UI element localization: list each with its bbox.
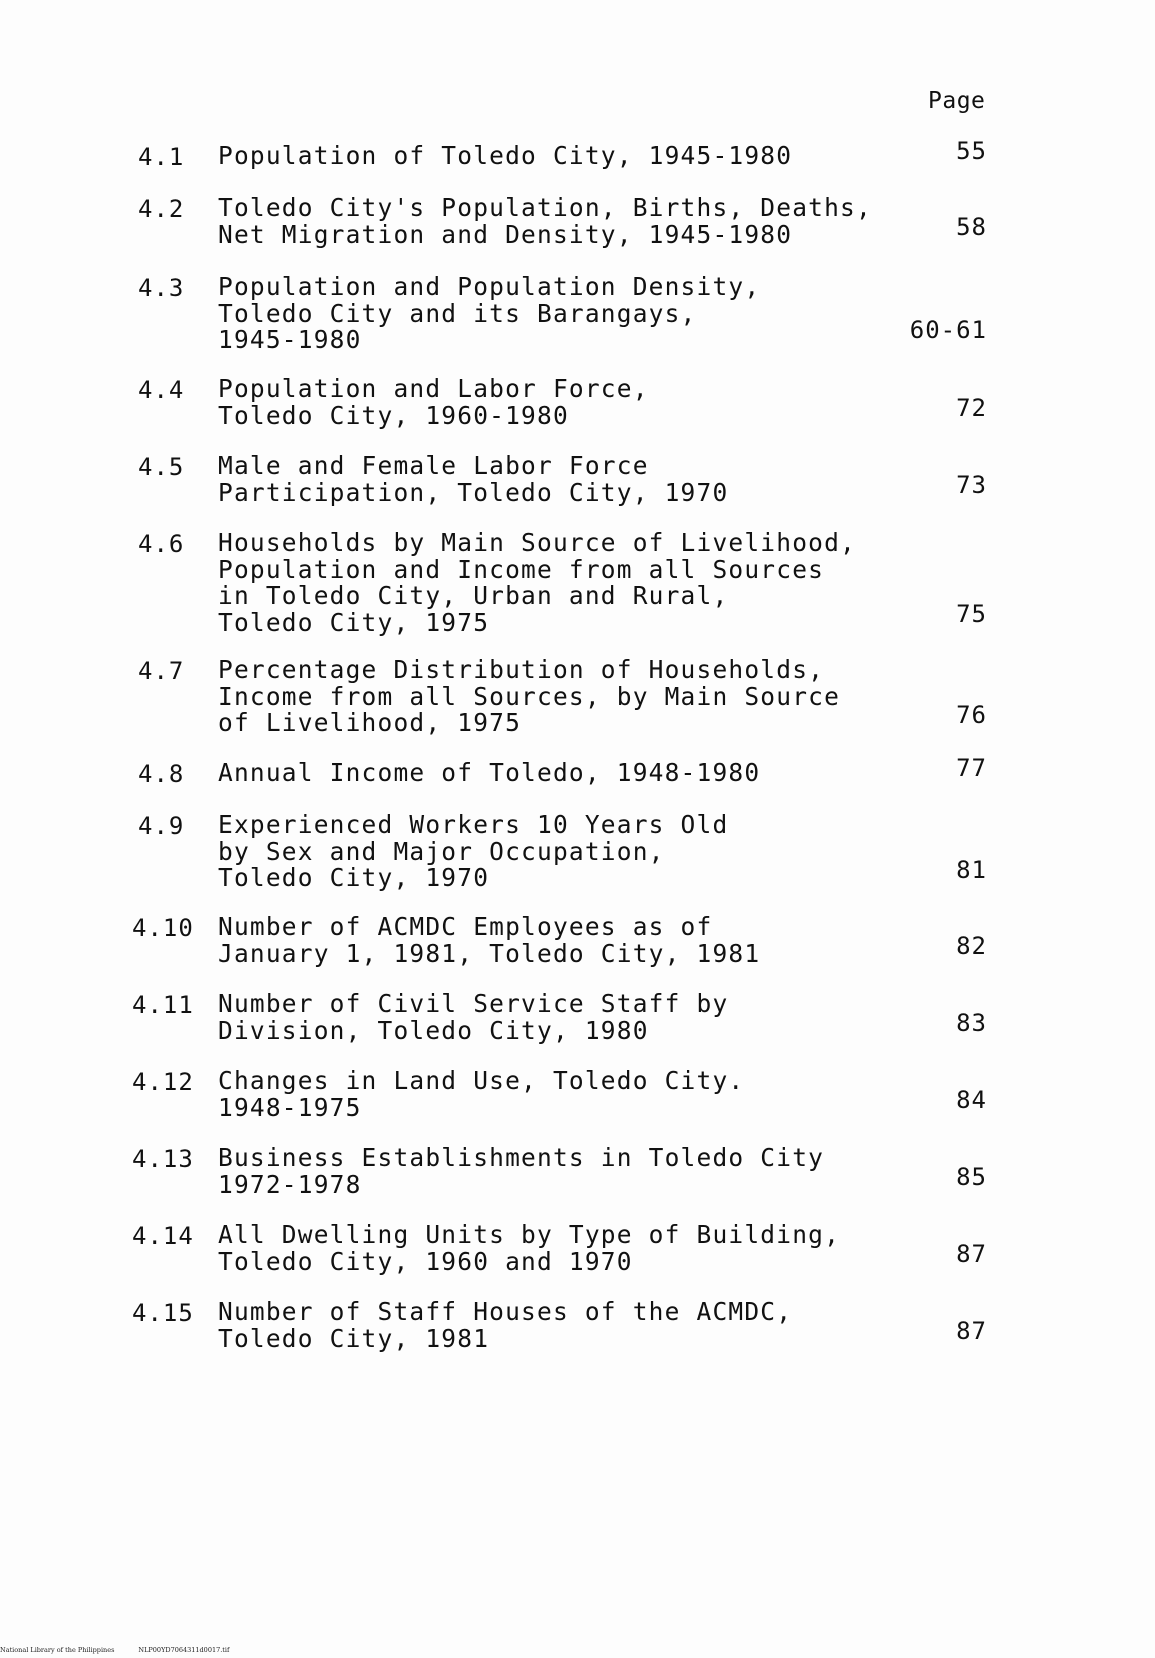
entry-page: 72 [956,394,987,422]
entry-number: 4.11 [132,991,194,1019]
entry-page: 76 [956,701,987,729]
entry-title: Number of Staff Houses of the ACMDC, Toledo City, 1981 [218,1297,793,1353]
entry-title: Population and Labor Force, Toledo City, 1960-1980 [218,374,649,430]
entry-title: Population of Toledo City, 1945-1980 [218,141,793,170]
entry-page: 87 [956,1240,987,1268]
page-column-header: Page [928,88,986,114]
entry-page: 73 [956,471,987,499]
entry-title: Percentage Distribution of Households, Income from all Sources, by Main Source of Livelihood, 1975 [218,655,841,737]
entry-number: 4.1 [138,143,185,171]
entry-page: 85 [956,1163,987,1191]
entry-title: Changes in Land Use, Toledo City. 1948-1975 [218,1066,745,1122]
entry-number: 4.14 [132,1222,194,1250]
entry-title: Male and Female Labor Force Participation, Toledo City, 1970 [218,451,729,507]
entry-page: 77 [956,754,987,782]
entry-number: 4.10 [132,914,194,942]
entry-title: Experienced Workers 10 Years Old by Sex and Major Occupation, Toledo City, 1970 [218,810,729,892]
entry-title: Households by Main Source of Livelihood, Population and Income from all Sources in Toledo City, Urban and Rural, Toledo City, 1975 [218,528,857,637]
entry-number: 4.4 [138,376,185,404]
entry-title: All Dwelling Units by Type of Building, Toledo City, 1960 and 1970 [218,1220,841,1276]
entry-page: 58 [956,213,987,241]
entry-number: 4.5 [138,453,185,481]
entry-title: Population and Population Density, Toledo City and its Barangays, 1945-1980 [218,272,761,354]
entry-page: 75 [956,600,987,628]
entry-number: 4.2 [138,195,185,223]
entry-number: 4.8 [138,760,185,788]
entry-page: 55 [956,137,987,165]
entry-number: 4.9 [138,812,185,840]
entry-page: 81 [956,856,987,884]
library-credit: National Library of the Philippines [0,1646,115,1654]
entry-number: 4.12 [132,1068,194,1096]
entry-page: 60-61 [909,316,987,344]
entry-page: 84 [956,1086,987,1114]
scan-footer [0,1646,420,1654]
entry-number: 4.3 [138,274,185,302]
file-identifier: NLP00YD7064311d0017.tif [138,1646,230,1654]
entry-title: Toledo City's Population, Births, Deaths, Net Migration and Density, 1945-1980 [218,193,872,249]
entry-title: Number of ACMDC Employees as of January 1, 1981, Toledo City, 1981 [218,912,761,968]
entry-title: Annual Income of Toledo, 1948-1980 [218,758,761,787]
entry-number: 4.6 [138,530,185,558]
entry-number: 4.7 [138,657,185,685]
entry-number: 4.15 [132,1299,194,1327]
entry-page: 87 [956,1317,987,1345]
entry-page: 83 [956,1009,987,1037]
entry-title: Business Establishments in Toledo City 1972-1978 [218,1143,825,1199]
entry-page: 82 [956,932,987,960]
entry-number: 4.13 [132,1145,194,1173]
entry-title: Number of Civil Service Staff by Division, Toledo City, 1980 [218,989,729,1045]
